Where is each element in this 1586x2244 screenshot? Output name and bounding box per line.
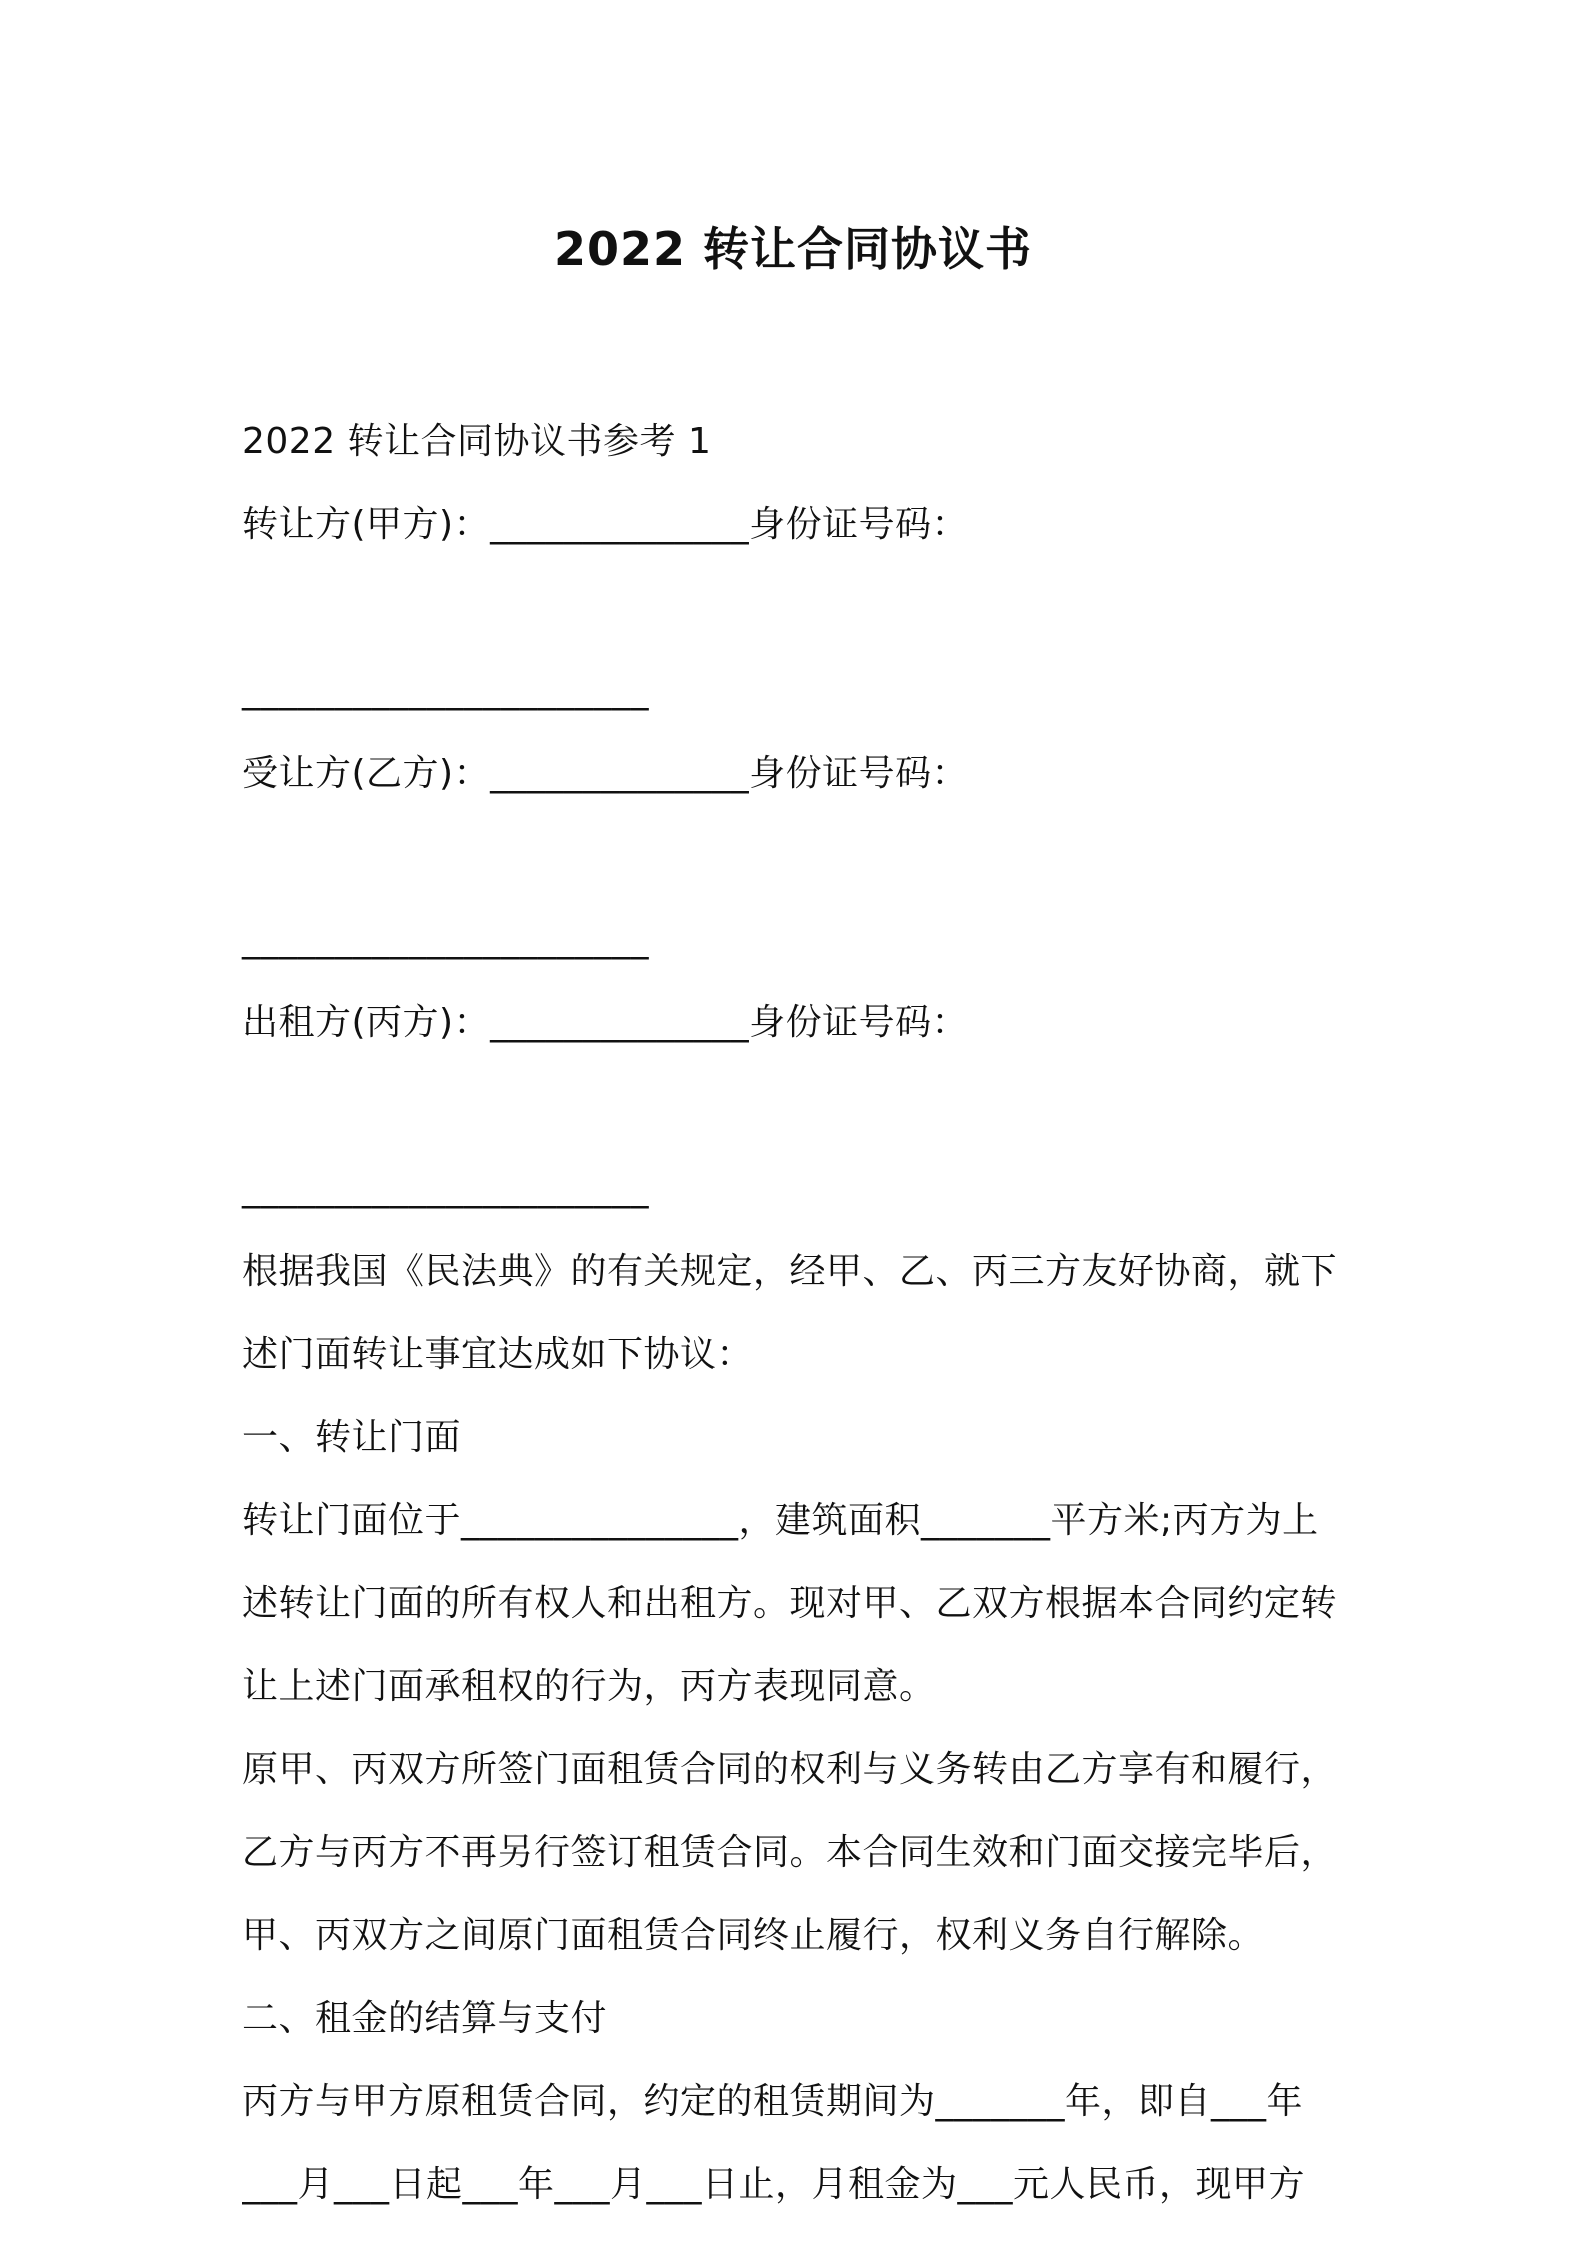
section-1-heading: 一、转让门面 [242, 1417, 462, 1458]
section-1-paragraph-2-line-2: 乙方与丙方不再另行签订租赁合同。本合同生效和门面交接完毕后， [242, 1832, 1338, 1873]
blank-spacer [242, 1064, 1352, 1147]
party-b-line: 受让方(乙方)：______________身份证号码： [242, 753, 969, 794]
section-1-paragraph-2-line-3: 甲、丙双方之间原门面租赁合同终止履行，权利义务自行解除。 [242, 1915, 1265, 1956]
party-c-line: 出租方(丙方)：______________身份证号码： [242, 1002, 969, 1043]
section-2-paragraph-line-2: ___月___日起___年___月___日止，月租金为___元人民币，现甲方 [242, 2164, 1306, 2205]
party-a-id-blank: ______________________ [242, 670, 649, 711]
document-title: 2022 转让合同协议书 [553, 222, 1033, 276]
party-c-id-blank: ______________________ [242, 1168, 649, 1209]
preamble-line-1: 根据我国《民法典》的有关规定，经甲、乙、丙三方友好协商，就下 [242, 1251, 1338, 1292]
section-2-paragraph-line-1: 丙方与甲方原租赁合同，约定的租赁期间为_______年，即自___年 [242, 2081, 1304, 2122]
section-1-paragraph-2-line-1: 原甲、丙双方所签门面租赁合同的权利与义务转由乙方享有和履行， [242, 1749, 1338, 1790]
party-b-id-blank: ______________________ [242, 919, 649, 960]
section-1-paragraph-1-line-1: 转让门面位于_______________，建筑面积_______平方米;丙方为上 [242, 1500, 1319, 1541]
preamble-line-2: 述门面转让事宜达成如下协议： [242, 1334, 754, 1375]
section-1-paragraph-1-line-3: 让上述门面承租权的行为，丙方表现同意。 [242, 1666, 936, 1707]
reference-heading: 2022 转让合同协议书参考 1 [242, 421, 712, 462]
section-2-heading: 二、租金的结算与支付 [242, 1998, 608, 2039]
blank-spacer [242, 815, 1352, 898]
blank-spacer [242, 566, 1352, 649]
section-1-paragraph-1-line-2: 述转让门面的所有权人和出租方。现对甲、乙双方根据本合同约定转 [242, 1583, 1338, 1624]
document-body [242, 400, 1352, 2226]
party-a-line: 转让方(甲方)：______________身份证号码： [242, 504, 969, 545]
